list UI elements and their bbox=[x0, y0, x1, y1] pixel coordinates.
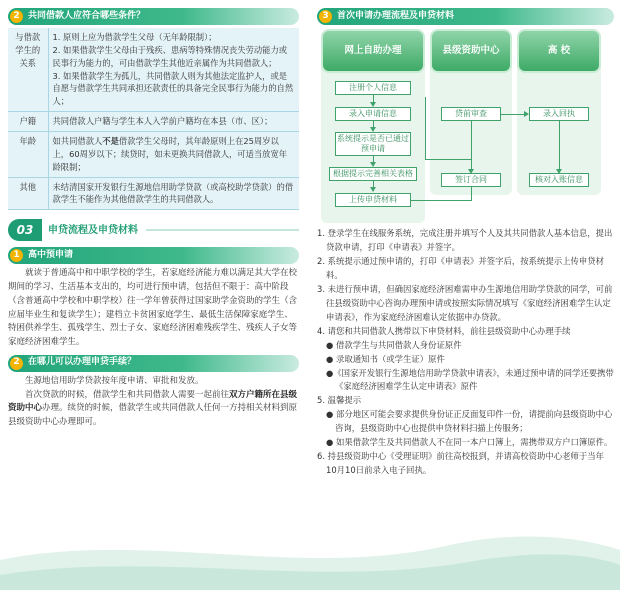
flow-step: 贷前审查 bbox=[441, 107, 501, 121]
row-label: 其他 bbox=[8, 177, 48, 210]
row-content bbox=[48, 132, 299, 178]
text-part: 如共同借款人 bbox=[52, 136, 103, 147]
table-row bbox=[8, 112, 299, 132]
row-label: 户籍 bbox=[8, 112, 48, 132]
table-row bbox=[8, 28, 299, 112]
text-bold: 不是 bbox=[102, 136, 119, 147]
connector bbox=[411, 200, 471, 201]
steps-list bbox=[317, 227, 614, 478]
process-flowchart bbox=[317, 29, 614, 226]
text-part: 办理。续贷的时候，借款学生或共同借款人任何一方持相关材料到原县级资助中心办理即可。 bbox=[8, 403, 298, 428]
flow-step: 根据提示完善相关表格 bbox=[329, 167, 417, 181]
requirements-table bbox=[8, 28, 299, 210]
bullet-item: ● 部分地区可能会要求提供身份证正反面复印件一份，请提前向县级资助中心咨询，县级资助中心也提供申贷材料扫描上传服务； bbox=[326, 409, 613, 434]
flow-step: 核对入账信息 bbox=[529, 173, 589, 187]
decorative-wave bbox=[0, 520, 620, 590]
row-content bbox=[48, 28, 299, 112]
connector bbox=[425, 97, 426, 159]
step-item: 3. 未进行预申请，但确因家庭经济困难需申办生源地信用助学贷款的同学，可前往县级资助中心咨询办理预申请或按照实际情况填写《家庭经济困难学生认定申请表》，作为家庭经济困难认定依据申办贷款。 bbox=[317, 283, 613, 322]
column-online: 网上自助办理 bbox=[321, 29, 425, 73]
list-item: 1. 原则上应为借款学生父母（无年龄限制）； bbox=[52, 32, 217, 42]
step-item: 5. 温馨提示 bbox=[317, 395, 362, 406]
divider bbox=[146, 229, 299, 231]
connector bbox=[559, 121, 560, 169]
connector bbox=[425, 159, 471, 160]
bullet-item: ●《国家开发银行生源地信用助学贷款申请表》，未通过预申请的同学还要携带《家庭经济困难学生认定申请表》原件 bbox=[326, 367, 614, 392]
list-item: 3. 如果借款学生为孤儿，共同借款人则为其他法定监护人，或是自愿与借款学生共同承担还款责任的具备完全民事行为能力的自然人； bbox=[52, 70, 294, 107]
section-title: 首次申请办理流程及申贷材料 bbox=[337, 10, 455, 21]
chapter-number-text: 03 bbox=[16, 223, 34, 238]
step-item: 2. 系统提示通过预申请的，打印《申请表》并签字后，按系统提示上传申贷材料。 bbox=[317, 255, 605, 280]
chapter-title: 申贷流程及申贷材料 bbox=[48, 224, 138, 236]
step-item: 6. 持县级资助中心《受理证明》前往高校报到，并请高校资助中心老师于当年10月10日前录入电子回执。 bbox=[317, 451, 605, 476]
text-part: 首次贷款的时候，借款学生和共同借款人需要一起前往 bbox=[25, 389, 230, 400]
bullet-item: ● 录取通知书（或学生证）原件 bbox=[326, 353, 445, 364]
left-column bbox=[0, 0, 305, 560]
flow-step: 录入回执 bbox=[529, 107, 589, 121]
table-row bbox=[8, 132, 299, 178]
bullet-item: ● 借款学生与共同借款人身份证原件 bbox=[326, 339, 462, 350]
text-bold: 双方户籍所在县级资助中心 bbox=[8, 389, 298, 414]
flow-step: 注册个人信息 bbox=[335, 81, 411, 95]
section-number: 1 bbox=[10, 249, 23, 262]
section-number: 2 bbox=[10, 357, 23, 370]
column-university: 高 校 bbox=[517, 29, 601, 73]
section-number: 2 bbox=[10, 10, 23, 23]
section-title: 共同借款人应符合哪些条件？ bbox=[28, 10, 146, 21]
step-item: 4. 请您和共同借款人携带以下申贷材料，前往县级资助中心办理手续 bbox=[317, 325, 571, 336]
list-item: 2. 如果借款学生父母由于残疾、患病等特殊情况丧失劳动能力或民事行为能力的，可由借款学生其他近亲属作为共同借款人； bbox=[52, 44, 288, 68]
where-text-1: 生源地信用助学贷款按年度申请、审批和发放。 bbox=[25, 375, 204, 386]
column-county-center: 县级资助中心 bbox=[430, 29, 512, 73]
section-title: 在哪儿可以办理申贷手续？ bbox=[28, 357, 137, 368]
section-header-pre-apply bbox=[8, 247, 299, 264]
flow-step: 签订合同 bbox=[441, 173, 501, 187]
section-header-where bbox=[8, 355, 299, 372]
table-row bbox=[8, 177, 299, 210]
section-number: 3 bbox=[319, 10, 332, 23]
arrow-down-icon bbox=[370, 187, 376, 192]
section-title: 高中预申请 bbox=[28, 249, 74, 260]
row-label: 与借款学生的关系 bbox=[8, 28, 48, 112]
where-text-2 bbox=[8, 389, 299, 430]
flow-step: 录入申请信息 bbox=[335, 107, 411, 121]
section-header-co-borrower bbox=[8, 8, 299, 25]
section-header-first-apply bbox=[317, 8, 614, 25]
chapter-number bbox=[8, 219, 42, 241]
row-content: 未结清国家开发银行生源地信用助学贷款（或高校助学贷款）的借款学生不能作为其他借款学生的共同借款人。 bbox=[48, 177, 299, 210]
flow-step: 系统提示是否已通过预申请 bbox=[335, 132, 411, 156]
text-part: 借款学生父母时，其年龄原则上在25周岁以上，60周岁以下；续贷时，如未更换共同借款人，可适当放宽年龄限制； bbox=[52, 136, 288, 172]
row-label: 年龄 bbox=[8, 132, 48, 178]
bullet-item: ● 如果借款学生及共同借款人不在同一本户口簿上，需携带双方户口簿原件。 bbox=[326, 437, 613, 448]
connector bbox=[471, 121, 472, 169]
right-column bbox=[313, 0, 620, 560]
row-content: 共同借款人户籍与学生本人入学前户籍均在本县（市、区）； bbox=[48, 112, 299, 132]
connector bbox=[501, 114, 525, 115]
pre-apply-text: 就读于普通高中和中职学校的学生，若家庭经济能力难以满足其大学在校期间的学习、生活基本支出的，均可进行预申请，包括但不限于：高中阶段（含普通高中学校和中职学校）往一学年曾获得过国家助学金资助的学生（含应届毕业生和复读学生）；建档立卡贫困家庭学生、最低生活保障家庭学生、特困供养学生、孤残学生、烈士子女、家庭经济困难残疾学生、残疾人子女等家庭经济困难学生。 bbox=[8, 268, 298, 348]
step-item: 1. 登录学生在线服务系统，完成注册并填写个人及其共同借款人基本信息，提出贷款申请，打印《申请表》并签字。 bbox=[317, 228, 613, 252]
chapter-header bbox=[8, 219, 299, 241]
flow-step: 上传申贷材料 bbox=[335, 193, 411, 207]
